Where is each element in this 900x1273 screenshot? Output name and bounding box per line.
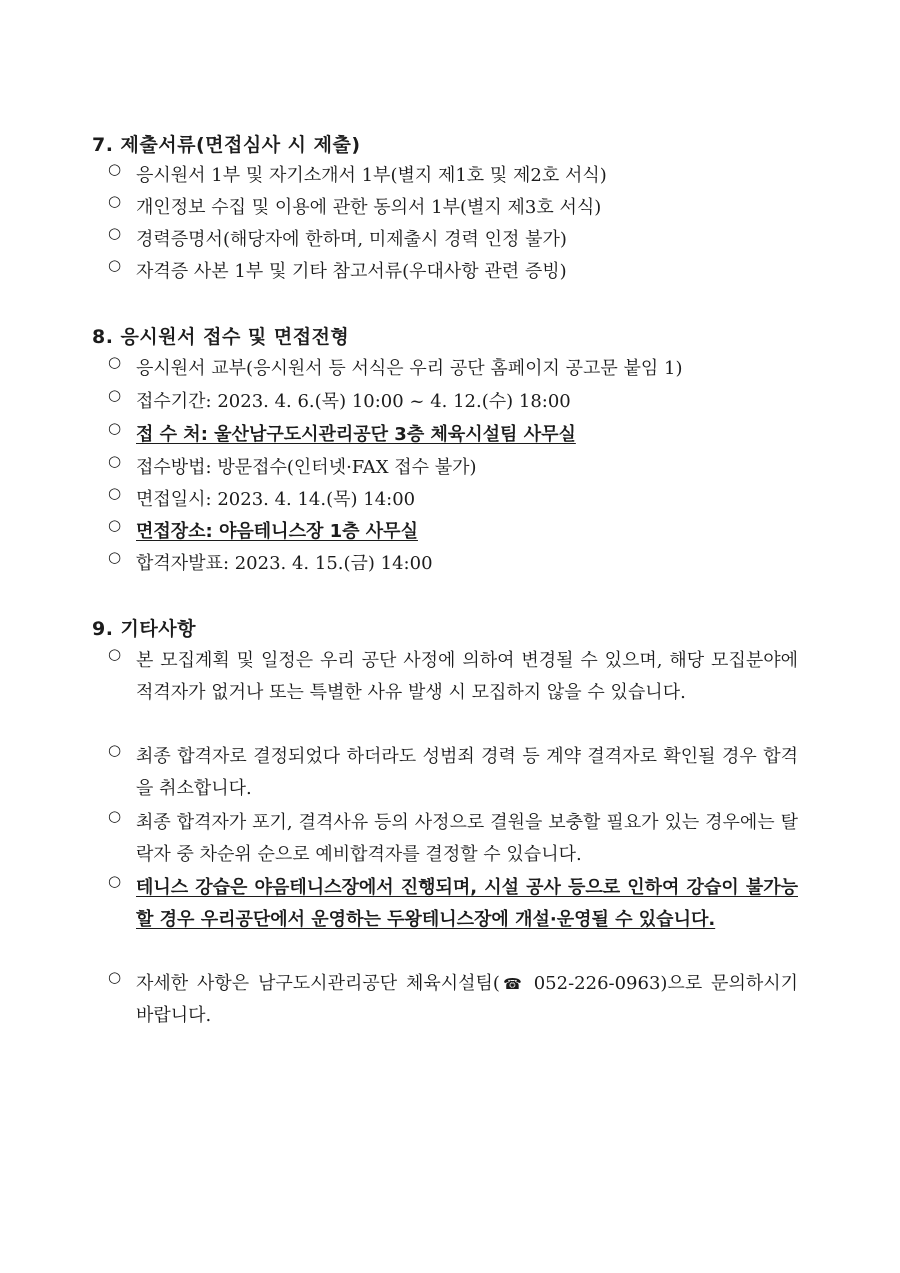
list-item xyxy=(108,192,798,224)
list-item xyxy=(108,807,798,871)
bullet-icon: ○ xyxy=(108,452,122,470)
section-heading: 7. 제출서류(면접심사 시 제출) xyxy=(92,134,361,156)
list-item-text: 본 모집계획 및 일정은 우리 공단 사정에 의하여 변경될 수 있으며, 해당 모집분야에 적격자가 없거나 또는 특별한 사유 발생 시 모집하지 않을 수 있습니다. xyxy=(136,650,798,703)
list-item xyxy=(108,516,798,548)
list-item xyxy=(108,256,798,288)
bullet-icon: ○ xyxy=(108,548,122,566)
list-item xyxy=(108,353,798,385)
bullet-icon: ○ xyxy=(108,968,122,986)
list-item-text: 경력증명서(해당자에 한하며, 미제출시 경력 인정 불가) xyxy=(136,229,567,250)
section-heading: 9. 기타사항 xyxy=(92,618,196,640)
section-heading: 8. 응시원서 접수 및 면접전형 xyxy=(92,326,350,348)
list-item xyxy=(108,224,798,256)
list-item-text: 접수방법: 방문접수(인터넷·FAX 접수 불가) xyxy=(136,457,477,478)
bullet-icon: ○ xyxy=(108,807,122,825)
contact-text-before: 자세한 사항은 남구도시관리공단 체육시설팀( xyxy=(136,973,500,994)
list-item-text: 최종 합격자가 포기, 결격사유 등의 사정으로 결원을 보충할 필요가 있는 경우에는 탈락자 중 차순위 순으로 예비합격자를 결정할 수 있습니다. xyxy=(136,812,798,865)
list-item xyxy=(108,872,798,936)
list-item xyxy=(108,548,798,580)
list-item xyxy=(108,645,798,709)
tennis-lesson-notice-text: 테니스 강습은 야음테니스장에서 진행되며, 시설 공사 등으로 인하여 강습이 불가능할 경우 우리공단에서 운영하는 두왕테니스장에 개설·운영될 수 있습니다. xyxy=(136,877,798,930)
list-item-text: 합격자발표: 2023. 4. 15.(금) 14:00 xyxy=(136,553,433,574)
bullet-icon: ○ xyxy=(108,484,122,502)
reception-place-text: 접 수 처: 울산남구도시관리공단 3층 체육시설팀 사무실 xyxy=(136,424,576,445)
bullet-icon: ○ xyxy=(108,256,122,274)
list-item xyxy=(108,741,798,805)
list-item xyxy=(108,452,798,484)
list-item-text: 면접일시: 2023. 4. 14.(목) 14:00 xyxy=(136,489,416,510)
list-item-text: 접수기간: 2023. 4. 6.(목) 10:00 ~ 4. 12.(수) 18:00 xyxy=(136,391,571,412)
list-item xyxy=(108,419,798,451)
bullet-icon: ○ xyxy=(108,419,122,437)
list-item-contact xyxy=(108,968,798,1032)
bullet-icon: ○ xyxy=(108,224,122,242)
phone-icon: ☎ xyxy=(499,975,525,993)
list-item-text: 자격증 사본 1부 및 기타 참고서류(우대사항 관련 증빙) xyxy=(136,261,567,282)
list-item-text: 개인정보 수집 및 이용에 관한 동의서 1부(별지 제3호 서식) xyxy=(136,197,602,218)
interview-place-text: 면접장소: 야음테니스장 1층 사무실 xyxy=(136,521,418,542)
list-item-text: 응시원서 1부 및 자기소개서 1부(별지 제1호 및 제2호 서식) xyxy=(136,165,607,186)
bullet-icon: ○ xyxy=(108,192,122,210)
list-item-text: 응시원서 교부(응시원서 등 서식은 우리 공단 홈페이지 공고문 붙임 1) xyxy=(136,358,683,379)
contact-text-after: 052-226-0963)으로 문의하시기 바랍니다. xyxy=(136,973,798,1026)
bullet-icon: ○ xyxy=(108,160,122,178)
list-item xyxy=(108,484,798,516)
bullet-icon: ○ xyxy=(108,741,122,759)
list-item-text: 최종 합격자로 결정되었다 하더라도 성범죄 경력 등 계약 결격자로 확인될 경우 합격을 취소합니다. xyxy=(136,746,798,799)
bullet-icon: ○ xyxy=(108,872,122,890)
bullet-icon: ○ xyxy=(108,645,122,663)
contact-text xyxy=(136,968,798,1032)
list-item xyxy=(108,386,798,418)
bullet-icon: ○ xyxy=(108,386,122,404)
bullet-icon: ○ xyxy=(108,353,122,371)
bullet-icon: ○ xyxy=(108,516,122,534)
list-item xyxy=(108,160,798,192)
